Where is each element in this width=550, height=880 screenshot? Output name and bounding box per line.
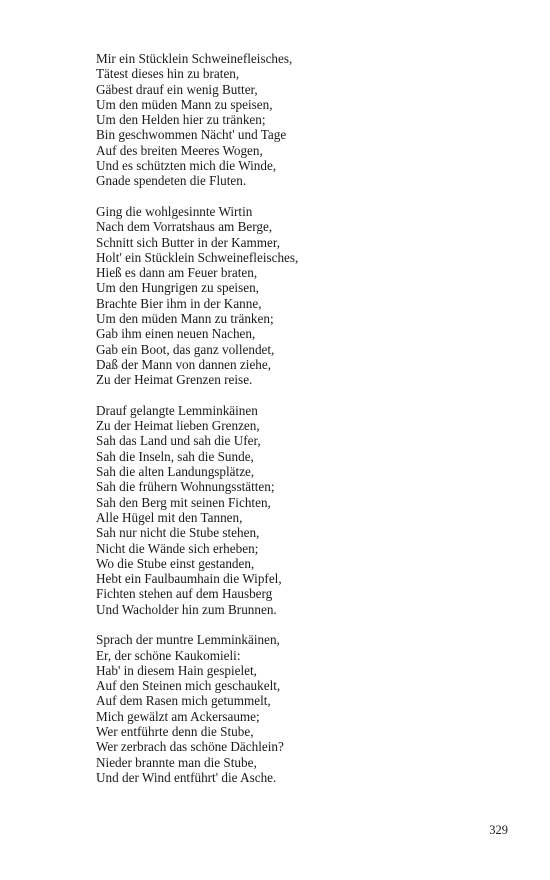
verse-line: Auf den Steinen mich geschaukelt, bbox=[96, 678, 281, 694]
verse-line: Nicht die Wände sich erheben; bbox=[96, 540, 259, 556]
verse-line: Und es schützten mich die Winde, bbox=[96, 158, 277, 174]
verse-line: Und Wacholder hin zum Brunnen. bbox=[96, 601, 277, 617]
verse-line: Holt' ein Stücklein Schweinefleisches, bbox=[96, 249, 299, 265]
stanza bbox=[96, 403, 516, 617]
verse-line: Ging die wohlgesinnte Wirtin bbox=[96, 203, 253, 219]
verse-line: Gnade spendeten die Fluten. bbox=[96, 173, 247, 189]
poem-text bbox=[96, 51, 516, 801]
verse-line: Um den müden Mann zu speisen, bbox=[96, 96, 273, 112]
stanza bbox=[96, 204, 516, 388]
verse-line: Um den müden Mann zu tränken; bbox=[96, 311, 274, 327]
stanza bbox=[96, 51, 516, 189]
verse-line: Hieß es dann am Feuer braten, bbox=[96, 265, 258, 281]
verse-line: Zu der Heimat Grenzen reise. bbox=[96, 372, 253, 388]
verse-line: Alle Hügel mit den Tannen, bbox=[96, 509, 243, 525]
verse-line: Wo die Stube einst gestanden, bbox=[96, 555, 255, 571]
verse-line: Wer zerbrach das schöne Dächlein? bbox=[96, 739, 284, 755]
verse-line: Drauf gelangte Lemminkäinen bbox=[96, 402, 258, 418]
stanza bbox=[96, 632, 516, 785]
verse-line: Sah die Inseln, sah die Sunde, bbox=[96, 448, 254, 464]
verse-line: Zu der Heimat lieben Grenzen, bbox=[96, 418, 260, 434]
verse-line: Nach dem Vorratshaus am Berge, bbox=[96, 219, 273, 235]
verse-line: Brachte Bier ihm in der Kanne, bbox=[96, 295, 262, 311]
verse-line: Auf dem Rasen mich getummelt, bbox=[96, 693, 271, 709]
verse-line: Auf des breiten Meeres Wogen, bbox=[96, 142, 263, 158]
verse-line: Sah die alten Landungsplätze, bbox=[96, 464, 255, 480]
verse-line: Wer entführte denn die Stube, bbox=[96, 724, 254, 740]
verse-line: Sah das Land und sah die Ufer, bbox=[96, 433, 261, 449]
verse-line: Gab ein Boot, das ganz vollendet, bbox=[96, 341, 275, 357]
verse-line: Bin geschwommen Nächt' und Tage bbox=[96, 127, 287, 143]
verse-line: Sah nur nicht die Stube stehen, bbox=[96, 525, 260, 541]
verse-line: Schnitt sich Butter in der Kammer, bbox=[96, 234, 281, 250]
verse-line: Sah den Berg mit seinen Fichten, bbox=[96, 494, 271, 510]
verse-line: Er, der schöne Kaukomieli: bbox=[96, 647, 241, 663]
verse-line: Fichten stehen auf dem Hausberg bbox=[96, 586, 273, 602]
verse-line: Um den Helden hier zu tränken; bbox=[96, 112, 266, 128]
verse-line: Daß der Mann von dannen ziehe, bbox=[96, 356, 272, 372]
verse-line: Hab' in diesem Hain gespielet, bbox=[96, 662, 257, 678]
verse-line: Um den Hungrigen zu speisen, bbox=[96, 280, 259, 296]
page-number: 329 bbox=[489, 823, 508, 837]
verse-line: Und der Wind entführt' die Asche. bbox=[96, 769, 277, 785]
verse-line: Mir ein Stücklein Schweinefleisches, bbox=[96, 51, 293, 66]
verse-line: Sah die frühern Wohnungsstätten; bbox=[96, 479, 275, 495]
verse-line: Sprach der muntre Lemminkäinen, bbox=[96, 632, 280, 648]
verse-line: Tätest dieses hin zu braten, bbox=[96, 66, 240, 82]
verse-line: Gab ihm einen neuen Nachen, bbox=[96, 326, 256, 342]
verse-line: Gäbest drauf ein wenig Butter, bbox=[96, 81, 258, 97]
verse-line: Mich gewälzt am Ackersaume; bbox=[96, 708, 260, 724]
verse-line: Hebt ein Faulbaumhain die Wipfel, bbox=[96, 571, 282, 587]
verse-line: Nieder brannte man die Stube, bbox=[96, 754, 257, 770]
